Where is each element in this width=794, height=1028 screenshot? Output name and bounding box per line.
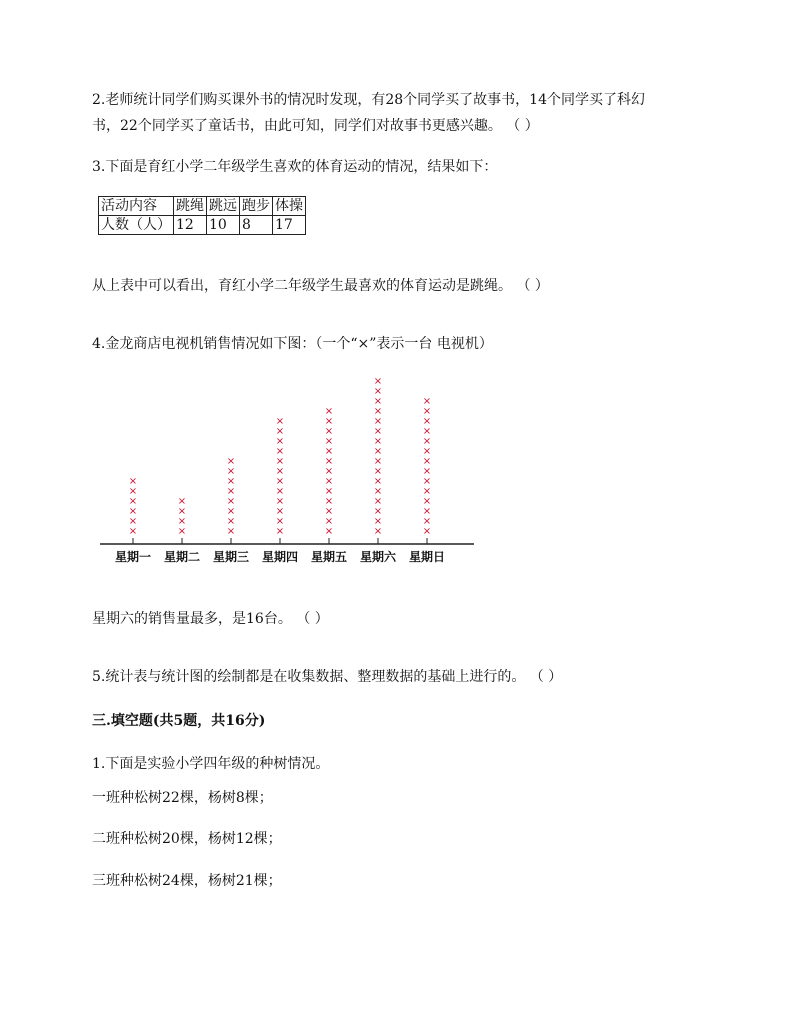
q2-line2: 书，22个同学买了童话书，由此可知，同学们对故事书更感兴趣。 （ ） [92,118,539,134]
table-cell: 跳远 [207,197,240,216]
pictograph-mark: × [226,496,236,507]
table-row [99,216,306,235]
pictograph-mark: × [226,486,236,497]
pictograph-mark: × [373,486,383,497]
pictograph-mark: × [275,436,285,447]
pictograph-mark: × [373,386,383,397]
pictograph-mark: × [422,426,432,437]
pictograph-mark: × [128,506,138,517]
pictograph-mark: × [324,406,334,417]
pictograph-mark: × [422,416,432,427]
pictograph-mark: × [373,416,383,427]
pictograph-mark: × [324,476,334,487]
pictograph-mark: × [128,496,138,507]
pictograph-mark: × [324,466,334,477]
q4-intro: 4.金龙商店电视机销售情况如下图：（一个“×”表示一台 电视机） [92,336,493,352]
table-header-row [99,197,306,216]
pictograph-mark: × [324,496,334,507]
pictograph-mark: × [373,456,383,467]
pictograph-mark: × [226,466,236,477]
pictograph-mark: × [128,516,138,527]
pictograph-mark: × [422,486,432,497]
pictograph-mark: × [275,516,285,527]
pictograph-mark: × [373,476,383,487]
s3-line-class3: 三班种松树24棵，杨树21棵； [92,873,282,889]
q2-line1: 2.老师统计同学们购买课外书的情况时发现，有28个同学买了故事书，14个同学买了科幻 [92,92,645,108]
pictograph-mark: × [128,486,138,497]
pictograph-mark: × [324,416,334,427]
pictograph-mark: × [275,486,285,497]
sports-table [98,196,306,235]
table-cell: 人数（人） [99,216,174,235]
s3-line-class2: 二班种松树20棵，杨树12棵； [92,831,282,847]
pictograph-mark: × [324,426,334,437]
pictograph-mark: × [275,456,285,467]
pictograph-mark: × [373,396,383,407]
pictograph-mark: × [275,496,285,507]
q3-intro: 3.下面是育红小学二年级学生喜欢的体育运动的情况，结果如下： [92,159,498,175]
table-cell: 体操 [273,197,306,216]
day-label: 星期三 [212,550,250,564]
pictograph-mark: × [275,506,285,517]
pictograph-mark: × [275,526,285,537]
q4-statement: 星期六的销售量最多，是16台。 （ ） [92,611,329,627]
pictograph-mark: × [226,526,236,537]
pictograph-mark: × [324,436,334,447]
pictograph-mark: × [128,476,138,487]
day-label: 星期日 [408,550,446,564]
q5-statement: 5.统计表与统计图的绘制都是在收集数据、整理数据的基础上进行的。 （ ） [92,669,563,685]
pictograph-mark: × [373,446,383,457]
day-label: 星期四 [261,550,299,564]
day-label: 星期一 [114,550,152,564]
pictograph-mark: × [324,526,334,537]
pictograph-mark: × [275,416,285,427]
pictograph-mark: × [422,506,432,517]
pictograph-mark: × [373,436,383,447]
pictograph-mark: × [275,426,285,437]
pictograph-mark: × [324,446,334,457]
table-cell: 10 [207,216,240,235]
pictograph-mark: × [324,486,334,497]
table-cell: 跳绳 [174,197,207,216]
pictograph-mark: × [373,426,383,437]
pictograph-mark: × [324,516,334,527]
pictograph-mark: × [275,466,285,477]
section3-title: 三.填空题(共5题，共16分) [92,713,266,729]
pictograph-mark: × [422,446,432,457]
pictograph-mark: × [422,396,432,407]
tv-sales-pictograph [96,372,486,572]
pictograph-mark: × [128,526,138,537]
pictograph-mark: × [275,446,285,457]
pictograph-mark: × [275,476,285,487]
pictograph-mark: × [422,436,432,447]
day-label: 星期六 [359,550,397,564]
s3-q1-intro: 1.下面是实验小学四年级的种树情况。 [92,756,330,772]
pictograph-mark: × [373,516,383,527]
pictograph-mark: × [177,506,187,517]
day-label: 星期二 [163,550,201,564]
pictograph-mark: × [226,506,236,517]
pictograph-mark: × [373,506,383,517]
s3-line-class1: 一班种松树22棵，杨树8棵； [92,790,273,806]
pictograph-mark: × [373,406,383,417]
pictograph-mark: × [422,476,432,487]
pictograph-mark: × [226,476,236,487]
pictograph-mark: × [177,516,187,527]
pictograph-mark: × [422,526,432,537]
pictograph-mark: × [373,526,383,537]
pictograph-mark: × [177,526,187,537]
pictograph-mark: × [422,496,432,507]
pictograph-mark: × [324,456,334,467]
pictograph-mark: × [226,516,236,527]
pictograph-mark: × [422,406,432,417]
pictograph-mark: × [226,456,236,467]
pictograph-mark: × [373,496,383,507]
pictograph-mark: × [422,456,432,467]
pictograph-mark: × [324,506,334,517]
pictograph-mark: × [373,466,383,477]
pictograph-mark: × [177,496,187,507]
q3-statement: 从上表中可以看出，育红小学二年级学生最喜欢的体育运动是跳绳。 （ ） [92,278,549,294]
pictograph-mark: × [373,376,383,387]
table-cell: 17 [273,216,306,235]
table-cell: 12 [174,216,207,235]
table-cell: 活动内容 [99,197,174,216]
table-cell: 跑步 [240,197,273,216]
day-label: 星期五 [310,550,348,564]
pictograph-mark: × [422,466,432,477]
table-cell: 8 [240,216,273,235]
pictograph-mark: × [422,516,432,527]
